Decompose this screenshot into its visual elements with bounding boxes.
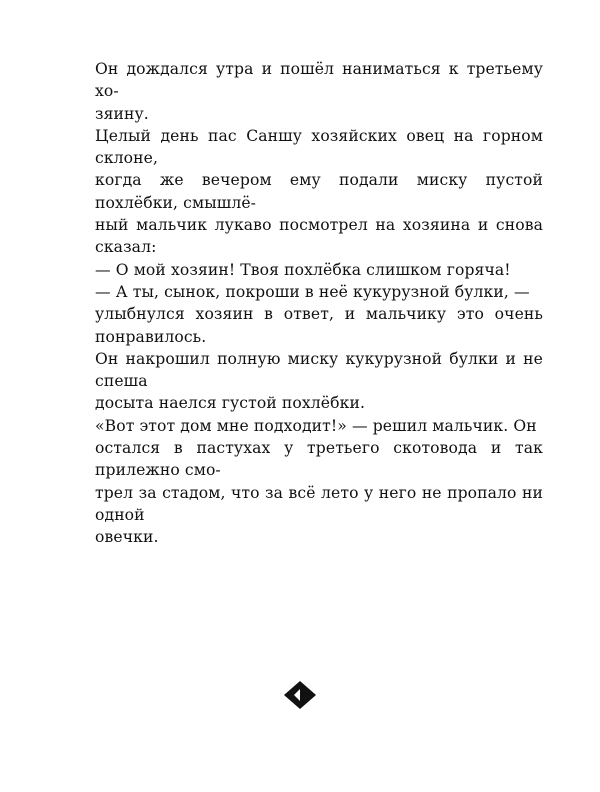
diamond-ornament-icon	[283, 680, 317, 710]
paragraph-1: Он дождался утра и пошёл наниматься к третьему хо- зяину.	[95, 60, 543, 123]
paragraph-6: «Вот этот дом мне подходит!» — решил мальчик. Он остался в пастухах у третьего скотовода и так прилежно смо- трел за стадом, что за всё лето у него не пропало ни одной овечки.	[95, 416, 543, 547]
story-text	[95, 58, 543, 549]
paragraph-2: Целый день пас Саншу хозяйских овец на горном склоне, когда же вечером ему подали миску пустой похлёбки, смышлё- ный мальчик лукаво посмотрел на хозяина и снова сказал:	[95, 126, 543, 257]
paragraph-5: Он накрошил полную миску кукурузной булки и не спеша досыта наелся густой похлёбки.	[95, 349, 543, 413]
paragraph-3: — О мой хозяин! Твоя похлёбка слишком горяча!	[95, 260, 511, 279]
paragraph-4: — А ты, сынок, покроши в неё кукурузной булки, — улыбнулся хозяин в ответ, и мальчику это очень понравилось.	[95, 282, 543, 346]
